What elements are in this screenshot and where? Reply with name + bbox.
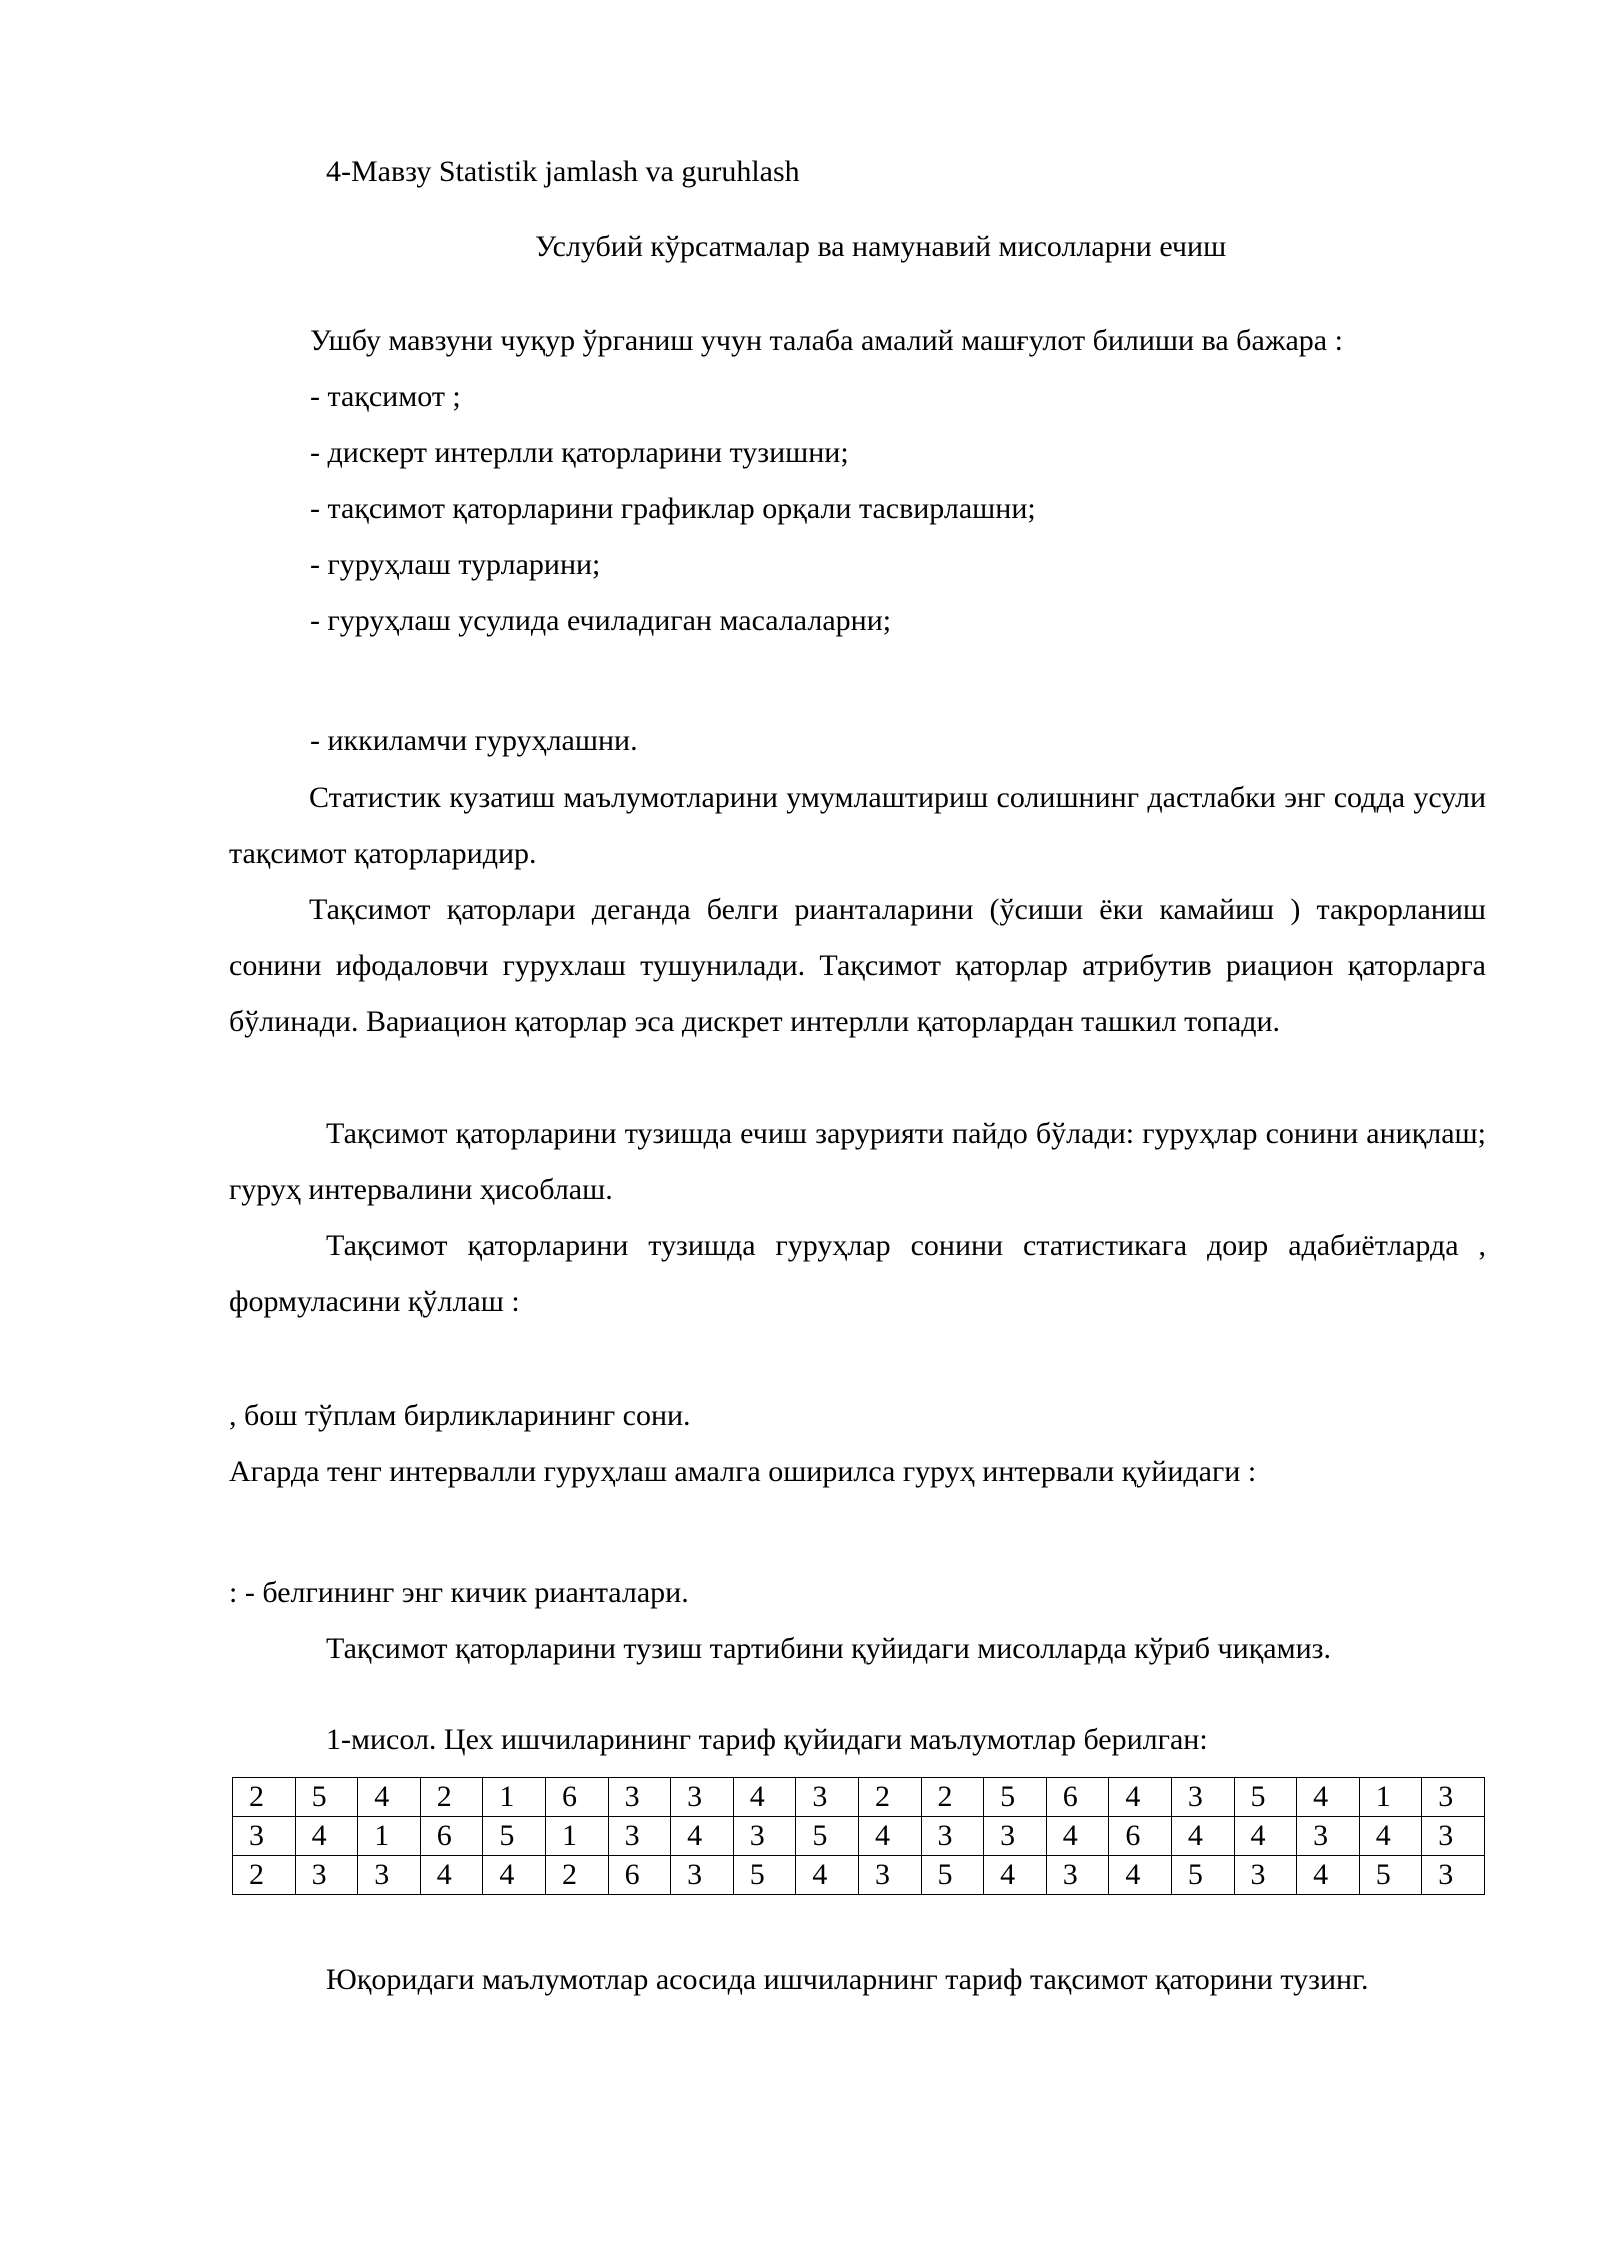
table-cell: 1 (358, 1817, 421, 1856)
table-cell: 6 (420, 1817, 483, 1856)
table-cell: 5 (483, 1817, 546, 1856)
table-cell: 4 (1109, 1778, 1172, 1817)
table-cell: 2 (858, 1778, 921, 1817)
table-cell: 3 (358, 1856, 421, 1895)
table-cell: 4 (1297, 1856, 1360, 1895)
table-cell: 3 (1046, 1856, 1109, 1895)
interval-line: Агарда тенг интервалли гуруҳлаш амалга оширилса гуруҳ интервали қуйидаги : (229, 1455, 1257, 1488)
table-cell: 4 (295, 1817, 358, 1856)
table-cell: 5 (1234, 1778, 1297, 1817)
table-cell: 3 (1234, 1856, 1297, 1895)
table-cell: 3 (1422, 1856, 1485, 1895)
table-cell: 3 (1171, 1778, 1234, 1817)
table-cell: 3 (233, 1817, 296, 1856)
table-cell: 3 (984, 1817, 1047, 1856)
table-cell: 4 (1297, 1778, 1360, 1817)
order-line: Тақсимот қаторларини тузиш тартибини қуйидаги мисолларда кўриб чиқамиз. (326, 1632, 1331, 1665)
table-cell: 4 (1234, 1817, 1297, 1856)
table-cell: 1 (1359, 1778, 1422, 1817)
table-cell: 4 (1109, 1856, 1172, 1895)
paragraph-1: Статистик кузатиш маълумотларини умумлаштириш солишнинг дастлабки энг содда усули тақсимот қаторларидир. (229, 781, 1486, 870)
table-cell: 6 (1109, 1817, 1172, 1856)
table-row (233, 1778, 1485, 1817)
table-cell: 4 (358, 1778, 421, 1817)
table-cell: 4 (671, 1817, 734, 1856)
task-line: Юқоридаги маълумотлар асосида ишчиларнинг тариф тақсимот қаторини тузинг. (326, 1963, 1369, 1996)
list-item: - тақсимот ; (310, 380, 461, 413)
table-cell: 2 (921, 1778, 984, 1817)
table-cell: 3 (608, 1817, 671, 1856)
table-cell: 4 (1171, 1817, 1234, 1856)
table-cell: 3 (921, 1817, 984, 1856)
table-cell: 5 (984, 1778, 1047, 1817)
list-item: - гуруҳлаш усулида ечиладиган масалаларни; (310, 604, 892, 637)
table-cell: 2 (420, 1778, 483, 1817)
table-cell: 4 (1046, 1817, 1109, 1856)
table-cell: 5 (796, 1817, 859, 1856)
paragraph-4: Тақсимот қаторларини тузишда гуруҳлар сонини статистикага доир адабиётларда , формуласини қўллаш : (229, 1229, 1486, 1318)
table-cell: 5 (1359, 1856, 1422, 1895)
table-row (233, 1856, 1485, 1895)
table-cell: 2 (233, 1856, 296, 1895)
table-cell: 3 (671, 1778, 734, 1817)
table-cell: 6 (1046, 1778, 1109, 1817)
table-cell: 5 (921, 1856, 984, 1895)
table-cell: 3 (858, 1856, 921, 1895)
table-cell: 2 (545, 1856, 608, 1895)
table-cell: 3 (1422, 1817, 1485, 1856)
table-cell: 3 (671, 1856, 734, 1895)
intro-line: Ушбу мавзуни чуқур ўрганиш учун талаба амалий машғулот билиши ва бажара : (310, 324, 1343, 357)
table-cell: 3 (733, 1817, 796, 1856)
table-cell: 6 (545, 1778, 608, 1817)
list-item: - тақсимот қаторларини графиклар орқали тасвирлашни; (310, 492, 1036, 525)
table-cell: 2 (233, 1778, 296, 1817)
table-cell: 5 (733, 1856, 796, 1895)
example-title: 1-мисол. Цех ишчиларининг тариф қуйидаги маълумотлар берилган: (326, 1723, 1208, 1756)
table-cell: 3 (295, 1856, 358, 1895)
list-item: - гуруҳлаш турларини; (310, 548, 601, 581)
table-cell: 5 (1171, 1856, 1234, 1895)
table-cell: 4 (733, 1778, 796, 1817)
table-cell: 4 (483, 1856, 546, 1895)
table-cell: 4 (984, 1856, 1047, 1895)
units-line: , бош тўплам бирликларининг сони. (229, 1399, 691, 1432)
table-cell: 4 (796, 1856, 859, 1895)
table-cell: 5 (295, 1778, 358, 1817)
table-cell: 1 (483, 1778, 546, 1817)
list-item-last: - иккиламчи гуруҳлашни. (310, 724, 638, 757)
table-cell: 3 (796, 1778, 859, 1817)
table-cell: 4 (420, 1856, 483, 1895)
table-cell: 3 (608, 1778, 671, 1817)
paragraph-3: Тақсимот қаторларини тузишда ечиш зарурияти пайдо бўлади: гуруҳлар сонини аниқлаш; гуруҳ интервалини ҳисоблаш. (229, 1117, 1486, 1206)
table-cell: 6 (608, 1856, 671, 1895)
tariff-data-table (232, 1777, 1485, 1895)
table-row (233, 1817, 1485, 1856)
table-cell: 4 (858, 1817, 921, 1856)
min-variant-line: : - белгининг энг кичик рианталари. (229, 1576, 689, 1609)
table-cell: 4 (1359, 1817, 1422, 1856)
table-cell: 3 (1422, 1778, 1485, 1817)
method-subheading: Услубий кўрсатмалар ва намунавий мисолларни ечиш (535, 230, 1227, 263)
list-item: - дискерт интерлли қаторларини тузишни; (310, 436, 849, 469)
table-cell: 1 (545, 1817, 608, 1856)
table-cell: 3 (1297, 1817, 1360, 1856)
topic-heading: 4-Мавзу Statistik jamlash va guruhlash (326, 155, 800, 188)
paragraph-2: Тақсимот қаторлари деганда белги рианталарини (ўсиши ёки камайиш ) такрорланиш сонини ифодаловчи гурухлаш тушунилади. Тақсимот қаторлар атрибутив риацион қаторларга бўлинади. Вариацион қаторлар эса дискрет интерлли қаторлардан ташкил топади. (229, 893, 1486, 1038)
